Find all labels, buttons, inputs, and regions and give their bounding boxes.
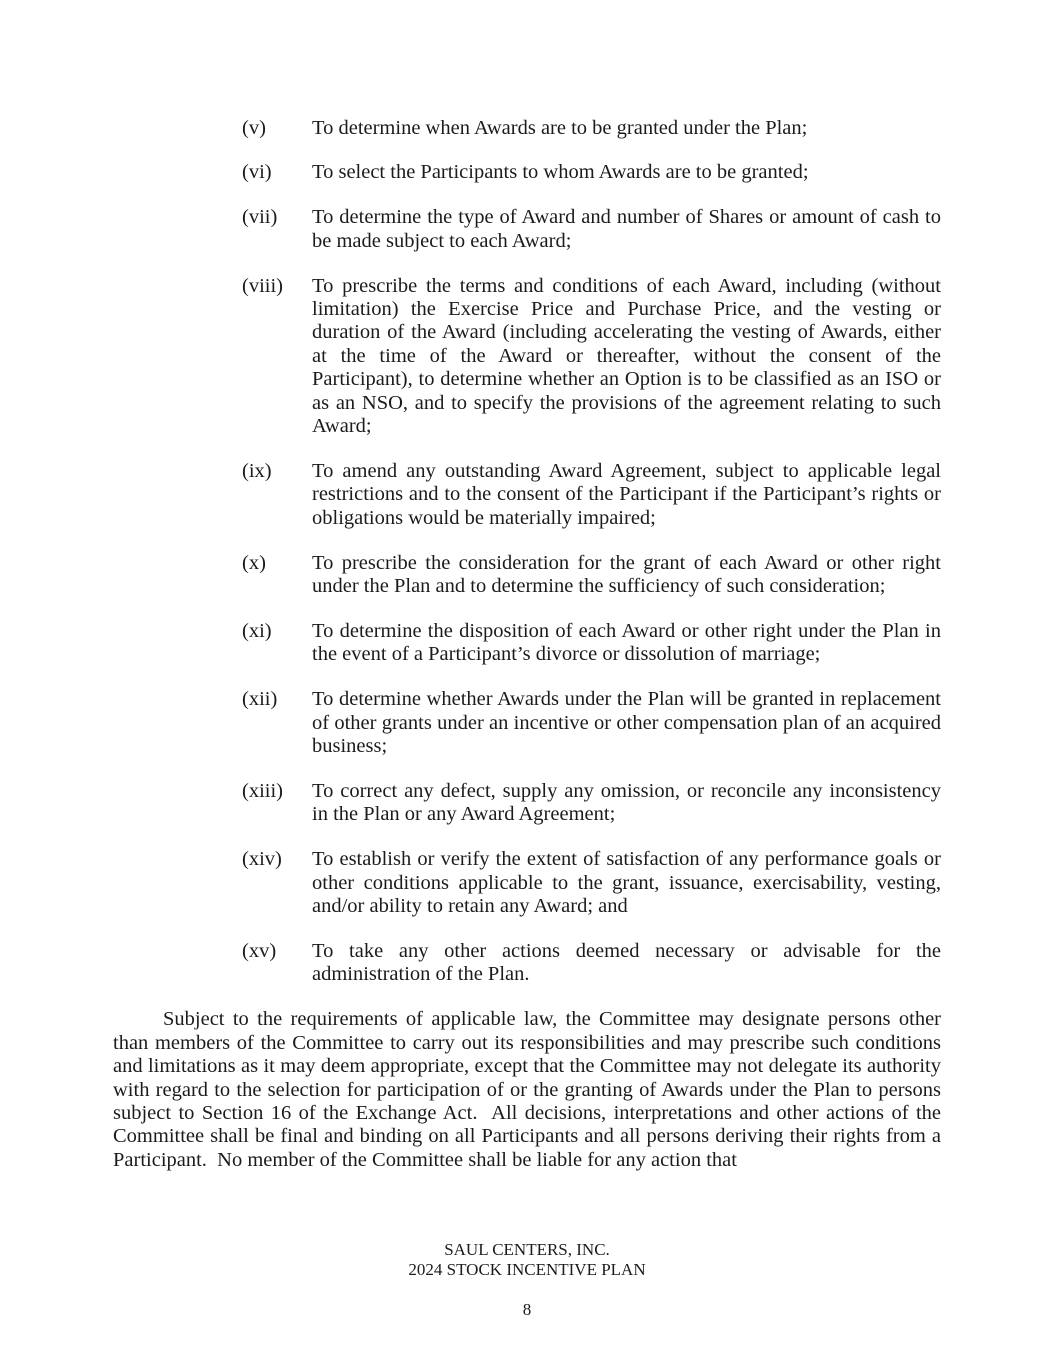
list-item-text: To determine whether Awards under the Plan will be granted in replacement of other grants under an incentive or other compensation plan of an acquired business; (312, 688, 941, 758)
page-content (0, 117, 1055, 1193)
list-item-text: To prescribe the terms and conditions of each Award, including (without limitation) the Exercise Price and Purchase Price, and the vesting or duration of the Award (including accelerating the vesting of Awards, either at the time of the Award or thereafter, without the consent of the Participant), to determine whether an Option is to be classified as an ISO or as an NSO, and to specify the provisions of the agreement relating to such Award; (312, 274, 941, 438)
list-item-text: To establish or verify the extent of satisfaction of any performance goals or other conditions applicable to the grant, issuance, exercisability, vesting, and/or ability to retain any Award; and (312, 848, 941, 918)
list-item (242, 940, 1055, 987)
list-item (242, 460, 1055, 530)
list-item-label: (ix) (242, 459, 272, 482)
list-item-text: To determine the disposition of each Award or other right under the Plan in the event of a Participant’s divorce or dissolution of marriage; (312, 620, 941, 666)
list-item (242, 206, 1055, 253)
list-item (242, 688, 1055, 758)
list-item-label: (v) (242, 116, 266, 139)
list-item-text: To take any other actions deemed necessary or advisable for the administration of the Plan. (312, 940, 941, 986)
list-item-label: (vii) (242, 206, 278, 229)
list-item (242, 848, 1055, 918)
list-item (242, 161, 1055, 184)
list-item-label: (xi) (242, 620, 272, 642)
list-item (242, 117, 1055, 140)
page-number: 8 (522, 1300, 532, 1319)
list-item-label: (x) (242, 551, 266, 574)
list-item (242, 552, 1055, 599)
list-item-text: To select the Participants to whom Awards are to be granted; (312, 161, 809, 184)
body-paragraph: Subject to the requirements of applicable law, the Committee may designate persons other than members of the Committee to carry out its responsibilities and may prescribe such conditions and limitations as it may deem appropriate, except that the Committee may not delegate its authority with regard to the selection for participation of or the granting of Awards under the Plan to persons subject to Section 16 of the Exchange Act. All decisions, interpretations and other actions of the Committee shall be final and binding on all Participants and all persons deriving their rights from a Participant. No member of the Committee shall be liable for any action that (113, 1008, 941, 1171)
list-item-label: (xiv) (242, 848, 282, 871)
list-item-label: (viii) (242, 274, 283, 297)
list-item-text: To determine the type of Award and number of Shares or amount of cash to be made subject to each Award; (312, 206, 941, 252)
list-item-text: To amend any outstanding Award Agreement, subject to applicable legal restrictions and to the consent of the Participant if the Participant’s rights or obligations would be materially impaired; (312, 459, 941, 529)
document-footer (113, 1240, 941, 1279)
list-item-text: To correct any defect, supply any omission, or reconcile any inconsistency in the Plan or any Award Agreement; (312, 780, 941, 826)
footer-company: SAUL CENTERS, INC. (444, 1240, 610, 1259)
list-item-label: (xv) (242, 940, 277, 963)
enumerated-clause-list (242, 117, 1055, 987)
list-item (242, 275, 1055, 439)
list-item-label: (vi) (242, 161, 272, 184)
list-item (242, 780, 1055, 827)
list-item-text: To determine when Awards are to be granted under the Plan; (312, 116, 808, 139)
list-item (242, 620, 1055, 667)
list-item-label: (xii) (242, 688, 278, 711)
list-item-label: (xiii) (242, 780, 283, 803)
list-item-text: To prescribe the consideration for the grant of each Award or other right under the Plan and to determine the sufficiency of such consideration; (312, 551, 941, 598)
footer-plan-title: 2024 STOCK INCENTIVE PLAN (408, 1259, 646, 1279)
